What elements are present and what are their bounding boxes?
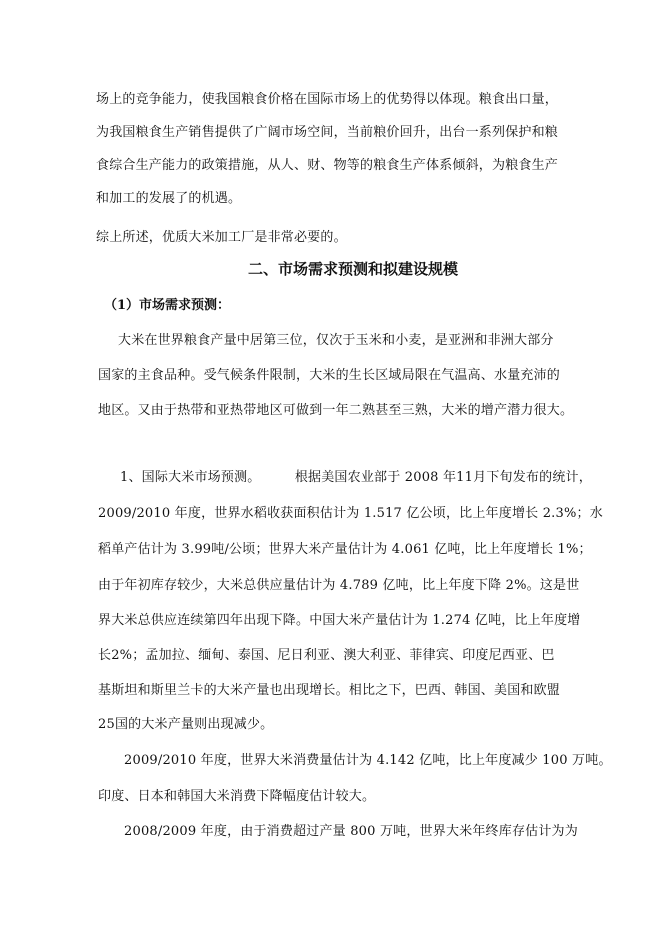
subsection-heading: （1）市场需求预测： [104, 298, 231, 313]
paragraph-stock-line-1: 2008/2009 年度，由于消费超过产量 800 万吨，世界大米年终库存估计为为 [124, 824, 578, 839]
paragraph-international-line-6: 长2%；孟加拉、缅甸、泰国、尼日利亚、澳大利亚、菲律宾、印度尼西亚、巴 [98, 648, 555, 663]
paragraph-intro-line-2: 为我国粮食生产销售提供了广阔市场空间，当前粮价回升，出台一系列保护和粮 [96, 125, 559, 140]
paragraph-international-line-1 [120, 469, 592, 487]
paragraph-international-line-7: 基斯坦和斯里兰卡的大米产量也出现增长。相比之下，巴西、韩国、美国和欧盟 [98, 683, 561, 698]
paragraph-consumption-line-2: 印度、日本和韩国大米消费下降幅度估计较大。 [98, 789, 376, 804]
paragraph-intro-line-3: 食综合生产能力的政策措施，从人、财、物等的粮食生产体系倾斜，为粮食生产 [96, 158, 559, 173]
paragraph-intro-line-1: 场上的竞争能力，使我国粮食价格在国际市场上的优势得以体现。粮食出口量， [96, 92, 559, 107]
paragraph-intro-line-4: 和加工的发展了的机遇。 [96, 191, 242, 206]
paragraph-consumption-line-1: 2009/2010 年度，世界大米消费量估计为 4.142 亿吨，比上年度减少 100 万吨。 [124, 753, 612, 768]
paragraph-rice-line-3: 地区。又由于热带和亚热带地区可做到一年二熟甚至三熟，大米的增产潜力很大。 [98, 403, 574, 418]
paragraph-international-line-8: 25国的大米产量则出现减少。 [98, 717, 274, 732]
paragraph-international-line-4: 由于年初库存较少，大米总供应量估计为 4.789 亿吨，比上年度下降 2%。这是世 [98, 578, 580, 593]
conclusion-line: 综上所述，优质大米加工厂是非常必要的。 [96, 230, 347, 245]
paragraph-international-line-2: 2009/2010 年度，世界水稻收获面积估计为 1.517 亿公顷，比上年度增长 2.3%；水 [98, 506, 603, 521]
paragraph-rice-line-1: 大米在世界粮食产量中居第三位，仅次于玉米和小麦，是亚洲和非洲大部分 [118, 333, 554, 348]
international-label: 1、国际大米市场预测。 [120, 470, 261, 485]
paragraph-international-line-5: 界大米总供应连续第四年出现下降。中国大米产量估计为 1.274 亿吨，比上年度增 [98, 613, 581, 628]
paragraph-international-line-3: 稻单产估计为 3.99吨/公顷；世界大米产量估计为 4.061 亿吨，比上年度增长 1%； [98, 542, 592, 557]
international-first-rest: 根据美国农业部于 2008 年11月下旬发布的统计， [294, 470, 592, 485]
section-heading: 二、市场需求预测和拟建设规模 [248, 260, 459, 278]
paragraph-rice-line-2: 国家的主食品种。受气候条件限制，大米的生长区域局限在气温高、水量充沛的 [98, 368, 561, 383]
